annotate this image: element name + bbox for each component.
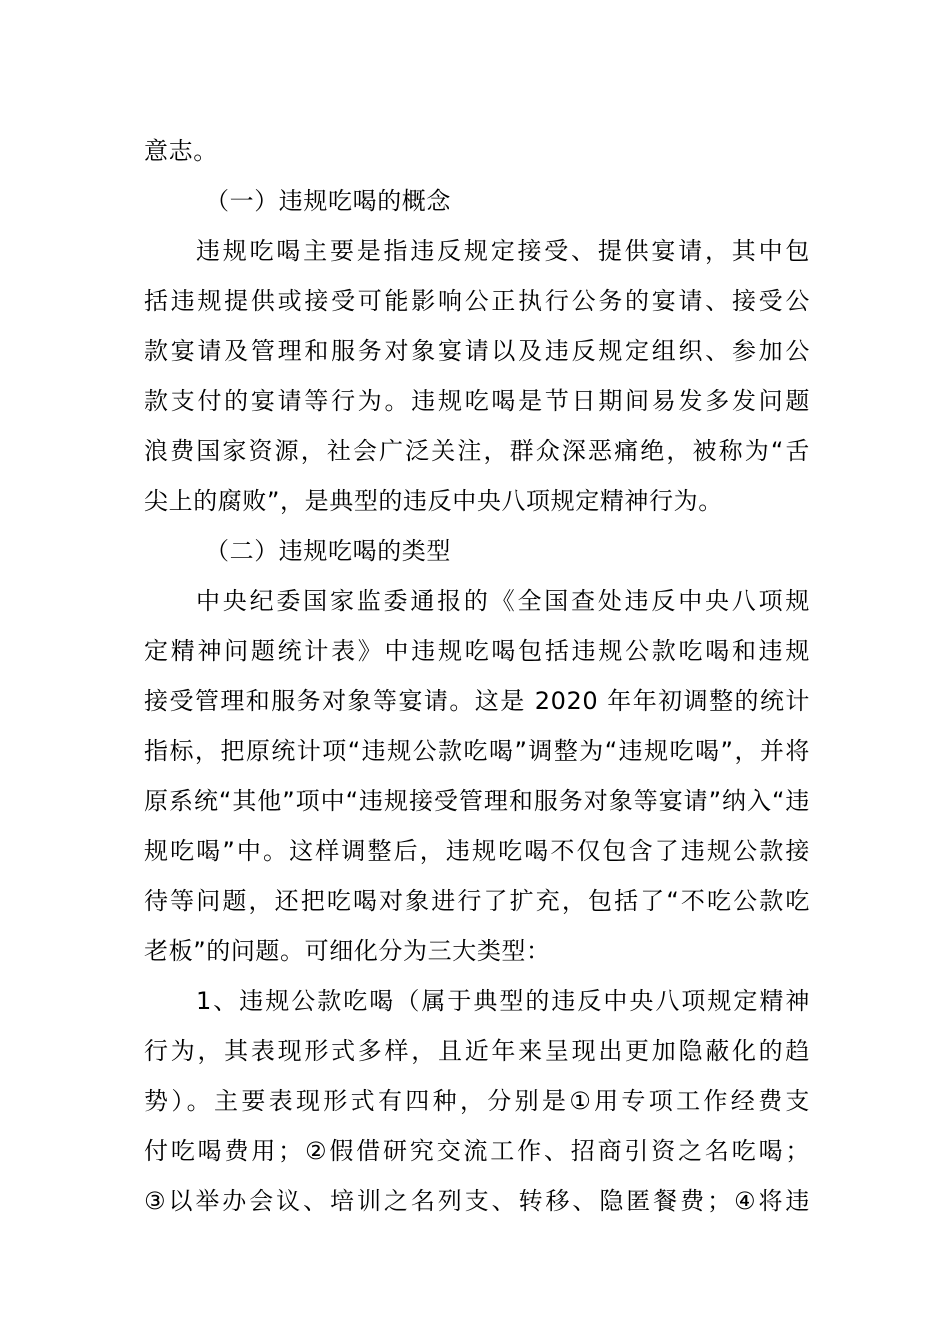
section-heading-types: （二）违规吃喝的类型 xyxy=(205,537,451,565)
text-line: 付吃喝费用；②假借研究交流工作、招商引资之名吃喝； xyxy=(144,1137,810,1165)
list-item-text: 1、违规公款吃喝（属于典型的违反中央八项规定精神 xyxy=(196,987,810,1015)
text-line: 浪费国家资源，社会广泛关注，群众深恶痛绝，被称为“舌 xyxy=(144,437,810,465)
text-line: 行为，其表现形式多样，且近年来呈现出更加隐蔽化的趋 xyxy=(144,1037,810,1065)
text-line: 原系统“其他”项中“违规接受管理和服务对象等宴请”纳入“违 xyxy=(144,787,810,815)
text-line: 意志。 xyxy=(144,137,218,165)
text-line: 定精神问题统计表》中违规吃喝包括违规公款吃喝和违规 xyxy=(144,637,810,665)
text-line: 中央纪委国家监委通报的《全国查处违反中央八项规 xyxy=(196,587,810,615)
text-line: 尖上的腐败”，是典型的违反中央八项规定精神行为。 xyxy=(144,487,723,515)
text-line: 违规吃喝主要是指违反规定接受、提供宴请，其中包 xyxy=(196,237,810,265)
text-line: 款宴请及管理和服务对象宴请以及违反规定组织、参加公 xyxy=(144,337,810,365)
text-line: 款支付的宴请等行为。违规吃喝是节日期间易发多发问题 xyxy=(144,387,810,415)
text-line: 待等问题，还把吃喝对象进行了扩充，包括了“不吃公款吃 xyxy=(144,887,810,915)
text-line: 指标，把原统计项“违规公款吃喝”调整为“违规吃喝”，并将 xyxy=(144,737,810,765)
text-line: 规吃喝”中。这样调整后，违规吃喝不仅包含了违规公款接 xyxy=(144,837,810,865)
text-line: 接受管理和服务对象等宴请。这是 2020 年年初调整的统计 xyxy=(144,687,810,715)
text-line: ③以举办会议、培训之名列支、转移、隐匿餐费；④将违 xyxy=(144,1187,810,1215)
text-line: 势）。主要表现形式有四种，分别是①用专项工作经费支 xyxy=(144,1087,810,1115)
text-line: 老板”的问题。可细化分为三大类型： xyxy=(144,937,551,965)
text-line: 括违规提供或接受可能影响公正执行公务的宴请、接受公 xyxy=(144,287,810,315)
section-heading-concept: （一）违规吃喝的概念 xyxy=(205,187,451,215)
